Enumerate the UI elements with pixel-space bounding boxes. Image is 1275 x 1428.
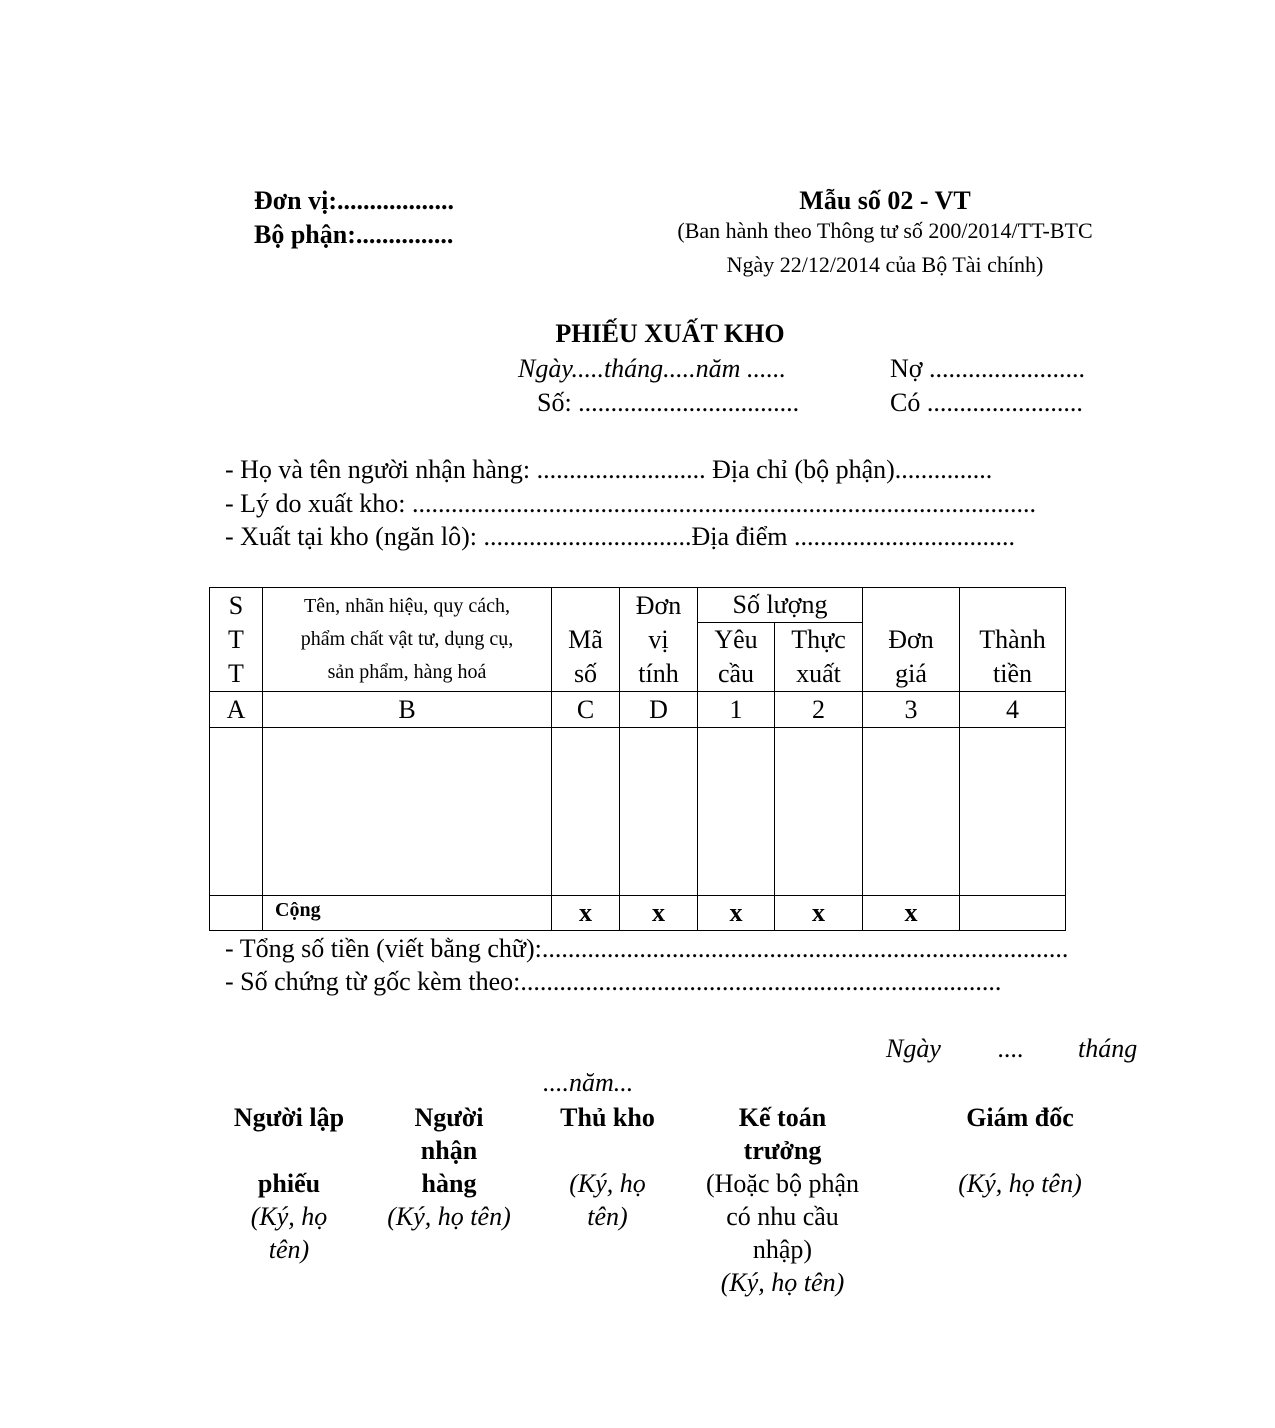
header-amount-line: tiền (993, 659, 1032, 688)
header-item-name-line: sản phẩm, hàng hoá (327, 661, 487, 683)
table-cell[interactable] (210, 728, 263, 896)
header-unit-price (863, 588, 960, 692)
footer-date-year: ....năm... (543, 1068, 634, 1097)
header-item-name-line: phẩm chất vật tư, dụng cụ, (300, 628, 514, 650)
footer-date-month: tháng (1078, 1034, 1138, 1063)
warehouse-field: - Xuất tại kho (ngăn lô): ................................Địa điểm .................................. (225, 522, 1016, 551)
total-label: Cộng (263, 896, 552, 931)
header-unit-price-line: giá (895, 659, 927, 688)
issued-by-line-2: Ngày 22/12/2014 của Bộ Tài chính) (726, 252, 1044, 277)
header-actual (775, 623, 863, 692)
header-amount-line: Thành (979, 625, 1046, 654)
total-in-words-field: - Tổng số tiền (viết bằng chữ):................................................................................. (225, 934, 1069, 963)
header-unit (620, 588, 698, 692)
header-stt-line: S (228, 590, 244, 620)
total-amount-cell[interactable] (960, 896, 1066, 931)
header-actual-line: xuất (796, 659, 841, 688)
signature-director (930, 1101, 1110, 1200)
signature-title: Thủ kho (560, 1103, 655, 1132)
receiver-field: - Họ và tên người nhận hàng: .......................... Địa chỉ (bộ phận)............... (225, 455, 993, 484)
table-row (210, 728, 1066, 896)
column-code: 1 (698, 692, 775, 728)
items-table (209, 587, 1066, 931)
signature-receiver (370, 1101, 528, 1233)
header-code (552, 588, 620, 692)
unit-field: Đơn vị:.................. (254, 186, 455, 215)
total-mark: x (620, 896, 698, 931)
table-cell (210, 896, 263, 931)
header-quantity: Số lượng (698, 588, 863, 623)
table-cell[interactable] (775, 728, 863, 896)
total-mark: x (552, 896, 620, 931)
table-cell[interactable] (698, 728, 775, 896)
signature-title: Giám đốc (966, 1103, 1074, 1132)
table-cell[interactable] (620, 728, 698, 896)
column-code: B (263, 692, 552, 728)
signature-extra-line: nhập) (752, 1235, 813, 1264)
page-title: PHIẾU XUẤT KHO (555, 319, 785, 348)
header-item-name-line: Tên, nhãn hiệu, quy cách, (303, 595, 511, 617)
signature-extra-line: (Hoặc bộ phận (705, 1169, 860, 1198)
column-code: A (210, 692, 263, 728)
signature-note-line: (Ký, họ (250, 1202, 328, 1231)
debit-field: Nợ ........................ (890, 354, 1086, 383)
column-code: D (620, 692, 698, 728)
header-code-line: Mã (568, 625, 603, 654)
header-requested (698, 623, 775, 692)
total-row (210, 896, 1066, 931)
credit-field: Có ........................ (890, 388, 1083, 417)
header-amount (960, 588, 1066, 692)
header-requested-line: cầu (717, 659, 755, 688)
signature-title-line: phiếu (257, 1169, 321, 1198)
signature-title-line: hàng (421, 1169, 477, 1198)
total-mark: x (698, 896, 775, 931)
column-code-row (210, 692, 1066, 728)
signature-note-line: tên) (268, 1235, 310, 1264)
signature-title-line: Người (414, 1103, 484, 1132)
signature-title-line: nhận (420, 1136, 478, 1165)
signature-title-line: Người lập (233, 1103, 345, 1132)
signature-note-line: (Ký, họ (569, 1169, 646, 1198)
total-mark: x (863, 896, 960, 931)
signature-title-line (210, 1134, 368, 1167)
footer-date-day: Ngày (886, 1034, 941, 1063)
signature-title-line: Kế toán (738, 1103, 827, 1132)
reason-field: - Lý do xuất kho: ................................................................................................ (225, 489, 1037, 518)
header-item-name (263, 588, 552, 692)
column-code: 4 (960, 692, 1066, 728)
number-field: Số: .................................. (537, 388, 800, 417)
title-date-line: Ngày.....tháng.....năm ...... (518, 354, 786, 383)
signature-note-line: tên) (587, 1202, 628, 1231)
total-mark: x (775, 896, 863, 931)
signature-note: (Ký, họ tên) (720, 1268, 845, 1297)
header-actual-line: Thực (791, 625, 846, 654)
table-cell[interactable] (263, 728, 552, 896)
form-number: Mẫu số 02 - VT (799, 186, 971, 215)
table-cell[interactable] (552, 728, 620, 896)
issued-by-line-1: (Ban hành theo Thông tư số 200/2014/TT-BTC (677, 218, 1093, 243)
footer-date-dots: .... (998, 1034, 1024, 1063)
signature-note: (Ký, họ tên) (387, 1202, 511, 1231)
signature-title-line: trưởng (743, 1136, 822, 1165)
header-unit-line: tính (638, 658, 679, 688)
header-unit-price-line: Đơn (888, 625, 934, 654)
department-field: Bộ phận:............... (254, 220, 454, 249)
table-cell[interactable] (960, 728, 1066, 896)
column-code: C (552, 692, 620, 728)
signature-preparer (210, 1101, 368, 1266)
header-stt (210, 588, 263, 692)
signature-storekeeper (530, 1101, 685, 1233)
signature-note: (Ký, họ tên) (958, 1169, 1082, 1198)
header-unit-line: vị (648, 624, 669, 654)
column-code: 3 (863, 692, 960, 728)
header-code-line: số (573, 659, 598, 688)
header-stt-line: T (228, 658, 244, 688)
header-requested-line: Yêu (714, 625, 758, 654)
signature-extra-line: có nhu cầu (726, 1202, 839, 1231)
signature-chief-accountant (690, 1101, 875, 1299)
column-code: 2 (775, 692, 863, 728)
header-unit-line: Đơn (635, 590, 682, 620)
table-cell[interactable] (863, 728, 960, 896)
header-stt-line: T (228, 624, 244, 654)
attached-documents-field: - Số chứng từ gốc kèm theo:.......................................................................... (225, 967, 1002, 996)
